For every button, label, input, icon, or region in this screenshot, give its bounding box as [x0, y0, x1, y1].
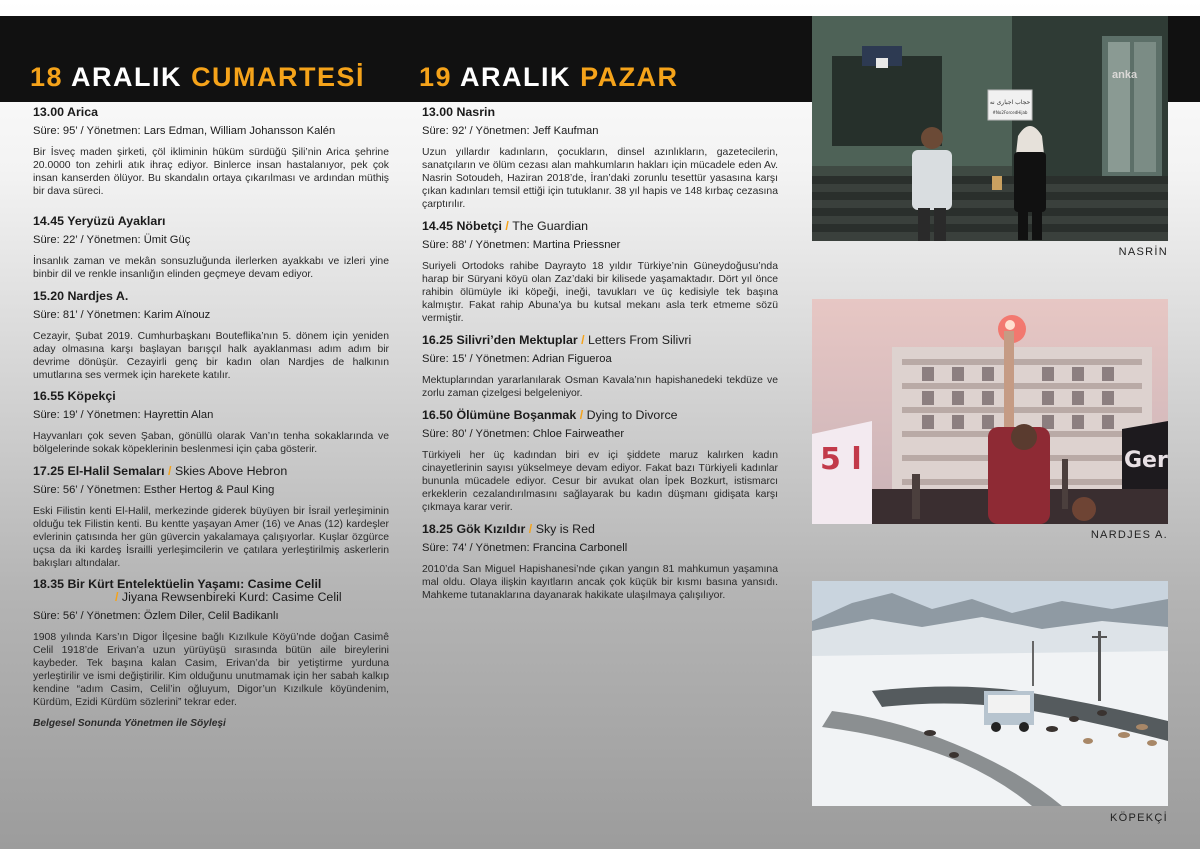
photo-kopekci: [812, 581, 1168, 806]
protest-sign-text-2: #No2ForcedHijab: [992, 110, 1028, 115]
film-description: Bir İsveç maden şirketi, çöl ikliminin hüküm sürdüğü Şili’nin Arica şehrine 20.0000 ton zehirli atık ihraç ediyor. Binlerce insan hastalanıyor, pek çok insan kanserden ölüyor. Bu skandalın ortaya çıkarılması ve ardından müthiş bir dava süreci.: [33, 147, 389, 197]
film-meta: Süre: 88’ / Yönetmen: Martina Priessner: [422, 239, 621, 251]
kopekci-scene-image: [812, 581, 1168, 806]
film-meta: Süre: 19’ / Yönetmen: Hayrettin Alan: [33, 409, 214, 421]
film-description: Mektuplarından yararlanılarak Osman Kavala’nın hapishanedeki tekdüze ve zorlu zaman çizelgesi belgeleniyor.: [422, 375, 778, 399]
film-meta: Süre: 74’ / Yönetmen: Francina Carbonell: [422, 542, 628, 554]
photo-nasrin: [812, 16, 1168, 241]
film-yeryuzu-ayaklari: [33, 215, 389, 281]
film-title: Nardjes A.: [67, 289, 129, 303]
anka-watermark: anka: [1112, 69, 1138, 81]
caption-kopekci: KÖPEKÇİ: [1109, 812, 1168, 824]
film-title: Gök Kızıldır: [456, 522, 526, 536]
film-meta: Süre: 22’ / Yönetmen: Ümit Güç: [33, 234, 191, 246]
film-gok-kizildir: 18.25 Gök Kızıldır / Sky is Red Süre: 74’ / Yönetmen: Francina Carbonell 2010’da San Miguel Hapishanesi’nde çıkan yangın 81 mahkumun yaşamına mal oldu. Olaya ilişkin kayıtların ancak çok küçük bir kısmı basına yansıdı. Mahkeme tutanaklarına dayanarak hakikate ulaşılmaya çalışılıyor.: [422, 522, 778, 601]
film-time: 13.00: [422, 105, 454, 119]
film-time: 14.45: [422, 219, 454, 233]
film-description: Cezayir, Şubat 2019. Cumhurbaşkanı Bouteflika’nın 5. dönem için yeniden aday olmasına karşı başlayan barışçıl halk ayaklanması adım adım bir devrime dönüşür. Cezayirli genç bir kadın olan Nardjes de halkının umutlarına ses vermek için harekete katılır.: [33, 331, 389, 381]
nasrin-scene-image: [812, 16, 1168, 241]
film-time: 13.00: [33, 105, 65, 119]
film-olumune-bosanmak: 16.50 Ölümüne Boşanmak / Dying to Divorce Süre: 80’ / Yönetmen: Chloe Fairweather Türkiyeli her üç kadından biri ev içi şiddete maruz kalırken kadın cinayetlerinin sayısı yükselmeye devam ediyor. Fakat bazı Türkiyeli kadınlar bununla mücadele ediyor. Cesur bir avukat olan İpek Bozkurt, istismarcı erkeklerin cezalandırılmasını sağlayarak bu kadın düşmanı gidişata karşı çıkmaya karar verir.: [422, 408, 778, 513]
film-title: Arica: [67, 105, 98, 119]
film-description: İnsanlık zaman ve mekân sonsuzluğunda ilerlerken ayakkabı ve izleri yine binbir dil ve renkle insanlığın elinden geçmeye devam ediyor.: [33, 256, 389, 280]
film-title: Silivri’den Mektuplar: [456, 333, 578, 347]
film-title-en: Skies Above Hebron: [174, 464, 288, 478]
film-title: Nasrin: [456, 105, 496, 119]
schedule-sunday: [422, 106, 778, 602]
film-arica: [33, 106, 389, 198]
protest-banner-right: Ger: [1124, 448, 1168, 473]
film-description: Türkiyeli her üç kadından biri ev içi şiddete maruz kalırken kadın cinayetlerinin sayısı yükselmeye devam ediyor. Fakat bazı Türkiyeli kadınlar bununla mücadele ediyor. Cesur bir avukat olan İpek Bozkurt, istismarcı erkeklerin cezalandırılmasını sağlayarak bu kadın düşmanı gidişata karşı çıkmaya karar verir.: [422, 450, 778, 513]
photo-nardjes: [812, 299, 1168, 524]
film-el-halil-semalari: 17.25 El-Halil Semaları / Skies Above Hebron Süre: 56’ / Yönetmen: Esther Hertog & Paul King Eski Filistin kenti El-Halil, merkezinde giderek büyüyen bir İsrail yerleşiminin olduğu tek Filistin kenti. Bu kentte yaşayan Amer (16) ve Anas (12) kardeşler evlerinin çatısında her gün güvercin yakalamaya çalışıyorlar. Kuşlar özgürce uçsa da iki kardeş İsrailli yerleşimcilerin ve çatılara yerleştirilmiş askerlerin bakışları altındalar.: [33, 464, 389, 569]
film-title-en: Jiyana Rewsenbireki Kurd: Casime Celil: [121, 590, 342, 604]
film-time: 16.50: [422, 408, 454, 422]
nardjes-scene-image: [812, 299, 1168, 524]
film-title: Köpekçi: [67, 389, 116, 403]
film-time: 17.25: [33, 464, 65, 478]
film-meta: Süre: 95’ / Yönetmen: Lars Edman, William Johansson Kalén: [33, 125, 336, 137]
film-description: 2010’da San Miguel Hapishanesi’nde çıkan yangın 81 mahkumun yaşamına mal oldu. Olaya ilişkin kayıtların ancak çok küçük bir kısmı basına yansıdı. Mahkeme tutanaklarına dayanarak hakikate ulaşılmaya çalışılıyor.: [422, 564, 778, 601]
caption-nardjes: NARDJES A.: [1090, 529, 1168, 541]
caption-nasrin: NASRİN: [1118, 246, 1168, 258]
film-meta: Süre: 56’ / Yönetmen: Özlem Diler, Celil Badikanlı: [33, 610, 279, 622]
film-time: 14.45: [33, 214, 65, 228]
film-meta: Süre: 81’ / Yönetmen: Karim Aïnouz: [33, 309, 211, 321]
film-time: 16.25: [422, 333, 454, 347]
film-nardjes: [33, 290, 389, 382]
film-description: Uzun yıllardır kadınların, çocukların, dinsel azınlıkların, gazetecilerin, sanatçıların ve ölüm cezası alan mahkumların hakları için mücadele eden Av. Nasrin Sotoudeh, Haziran 2018’de, İran’daki zorunlu tesettür yasasına karşı çıkan kadınları temsil ettiği için tutuklanır. 38 yıl hapis ve 148 kırbaç cezasına çarptırılır.: [422, 147, 778, 210]
film-description: Suriyeli Ortodoks rahibe Dayrayto 18 yıldır Türkiye’nin Güneydoğusu’nda harap bir Süryani köyü olan Zaz’daki bir kilisede yaşamaktadır. Dört yıl önce rahibin ölümüyle iki köpeği, ineği, tavukları ve üç kedisiyle tek başına kalmıştır. Fakat rahip Abuna’ya bu kutsal mekanı asla terk etmeme sözü vermiştir.: [422, 261, 778, 324]
film-nobetci: 14.45 Nöbetçi / The Guardian Süre: 88’ / Yönetmen: Martina Priessner Suriyeli Ortodoks rahibe Dayrayto 18 yıldır Türkiye’nin Güneydoğusu’nda harap bir Süryani köyü olan Zaz’daki bir kilisede yaşamaktadır. Dört yıl önce rahibin ölümüyle iki köpeği, ineği, tavukları ve üç kedisiyle tek başına kalmıştır. Fakat rahip Abuna’ya bu kutsal mekanı asla terk etmeme sözü vermiştir.: [422, 219, 778, 324]
film-title-en: The Guardian: [512, 219, 589, 233]
film-meta: Süre: 56’ / Yönetmen: Esther Hertog & Paul King: [33, 484, 275, 496]
film-description: Eski Filistin kenti El-Halil, merkezinde giderek büyüyen bir İsrail yerleşiminin olduğu tek Filistin kenti. Bu kentte yaşayan Amer (16) ve Anas (12) kardeşler evlerinin çatısında her gün güvercin yakalamaya çalışıyorlar. Kuşlar özgürce uçsa da iki kardeş İsrailli yerleşimcilerin ve çatılara yerleştirilmiş askerlerin bakışları altındalar.: [33, 506, 389, 569]
day-title-saturday: 18 ARALIK CUMARTESİ: [30, 62, 366, 92]
film-time: 15.20: [33, 289, 65, 303]
film-time: 18.35: [33, 577, 65, 591]
film-description: 1908 yılında Kars’ın Digor İlçesine bağlı Kızılkule Köyü’nde doğan Casimê Celil 1918’de Erivan’a uzun yürüyüşü sırasında bütün aile bireylerini kaybeder. Tek başına kalan Casim, Erivan’da bir yetiştirme yurduna yerleştirilir ve ismi değiştirilir. Kim olduğunu unutmamak için her sabah kalkıp kendine “adım Casim, Celil’in oğluyum, Digor’un Kızılkule köyündenim, Kürdüm, Ezidi Kürdüm sözlerini” tekrar eder.: [33, 632, 389, 708]
film-title: Nöbetçi: [456, 219, 502, 233]
film-time: 16.55: [33, 389, 65, 403]
schedule-saturday: [33, 106, 389, 730]
film-title-en: Dying to Divorce: [586, 408, 678, 422]
film-silivriden-mektuplar: 16.25 Silivri’den Mektuplar / Letters From Silivri Süre: 15’ / Yönetmen: Adrian Figueroa Mektuplarından yararlanılarak Osman Kavala’nın hapishanedeki tekdüze ve zorlu zaman çizelgesi belgeleniyor.: [422, 333, 778, 399]
film-kopekci: [33, 390, 389, 456]
film-title: Ölümüne Boşanmak: [456, 408, 577, 422]
film-title-en: Sky is Red: [535, 522, 595, 536]
film-meta: Süre: 80’ / Yönetmen: Chloe Fairweather: [422, 428, 625, 440]
film-title: Yeryüzü Ayakları: [67, 214, 166, 228]
film-meta: Süre: 15’ / Yönetmen: Adrian Figueroa: [422, 353, 612, 365]
film-description: Hayvanları çok seven Şaban, gönüllü olarak Van’ın tenha sokaklarında ve bölgelerinde sokak köpeklerinin beslenmesi için çaba gösterir.: [33, 431, 389, 455]
film-time: 18.25: [422, 522, 454, 536]
protest-banner-left: 5 ا: [820, 442, 862, 477]
film-title: Bir Kürt Entelektüelin Yaşamı: Casime Celil: [67, 577, 322, 591]
film-title-en: Letters From Silivri: [588, 333, 692, 347]
protest-sign-text: حجاب اجباری نه: [989, 99, 1031, 106]
director-talk-note: Belgesel Sonunda Yönetmen ile Söyleşi: [33, 718, 226, 729]
film-nasrin: [422, 106, 778, 211]
film-casime-celil: 18.35 Bir Kürt Entelektüelin Yaşamı: Casime Celil / Jiyana Rewsenbireki Kurd: Casime Celil Süre: 56’ / Yönetmen: Özlem Diler, Celil Badikanlı 1908 yılında Kars’ın Digor İlçesine bağlı Kızılkule Köyü’nde doğan Casimê Celil 1918’de Erivan’a uzun yürüyüşü sırasında bütün aile bireylerini kaybeder. Tek başına kalan Casim, Erivan’da bir yetiştirme yurduna yerleştirilir ve ismi değiştirilir. Kim olduğunu unutmamak için her sabah kalkıp kendine “adım Casim, Celil’in oğluyum, Digor’un Kızılkule köyündenim, Kürdüm, Ezidi Kürdüm sözlerini” tekrar eder.: [33, 577, 389, 708]
film-title: El-Halil Semaları: [67, 464, 165, 478]
film-meta: Süre: 92’ / Yönetmen: Jeff Kaufman: [422, 125, 599, 137]
day-title-sunday: 19 ARALIK PAZAR: [419, 62, 679, 92]
